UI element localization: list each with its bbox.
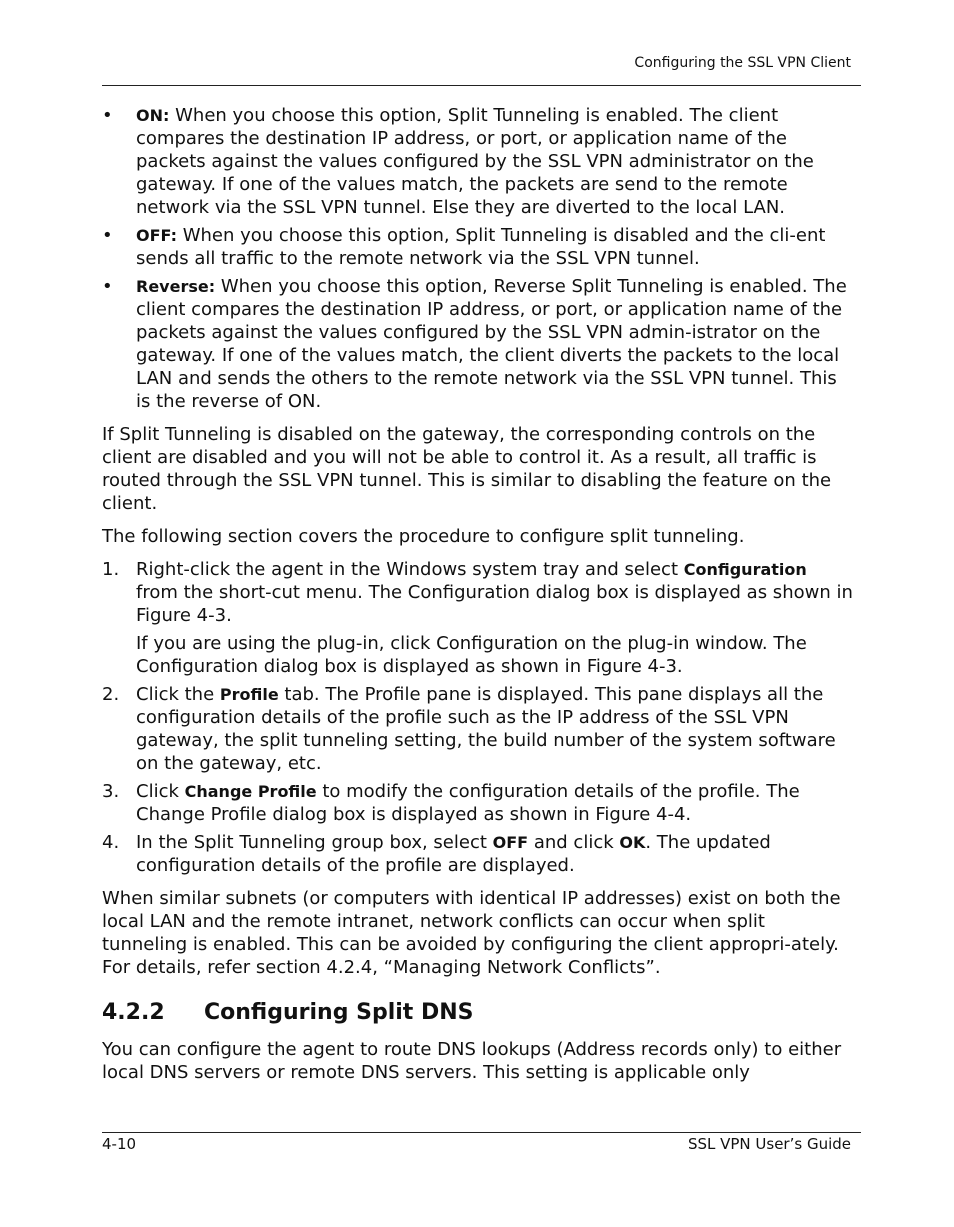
step-bold: OFF (492, 833, 529, 852)
step-text: Click (136, 781, 185, 802)
bullet-text: When you choose this option, Reverse Split Tunneling is enabled. The client compares the destination IP address, or port, or application name of the packets against the values configured by the SSL VPN admin-istrator on the gateway. If one of the values match, the client diverts the packets to the local LAN and sends the others to the remote network via the SSL VPN tunnel. This is the reverse of ON. (136, 276, 847, 412)
step-bold: Change Profile (184, 782, 317, 801)
step-text: Right-click the agent in the Windows system tray and select (136, 559, 684, 580)
bullet-term: ON: (136, 106, 170, 125)
page-body (102, 104, 854, 1094)
step-4 (102, 831, 854, 877)
paragraph: When similar subnets (or computers with identical IP addresses) exist on both the local LAN and the remote intranet, network conflicts can occur when split tunneling is enabled. This can be avoided by configuring the client appropri-ately. For details, refer section 4.2.4, “Managing Network Conflicts”. (102, 888, 841, 978)
bullet-item-reverse (102, 275, 854, 413)
step-number: 2. (102, 684, 120, 705)
bullet-mark: • (102, 105, 113, 126)
bullet-term: OFF: (136, 226, 177, 245)
step-text: and click (528, 832, 620, 853)
step-3 (102, 780, 854, 826)
step-bold: Configuration (683, 560, 807, 579)
bullet-item-on (102, 104, 854, 219)
step-number: 4. (102, 832, 120, 853)
step-number: 3. (102, 781, 120, 802)
bullet-text: When you choose this option, Split Tunneling is enabled. The client compares the destination IP address, or port, or application name of the packets against the values configured by the SSL VPN administrator on the gateway. If one of the values match, the packets are send to the remote network via the SSL VPN tunnel. Else they are diverted to the local LAN. (136, 105, 814, 218)
step-text: Click the (136, 684, 220, 705)
running-header: Configuring the SSL VPN Client (634, 55, 851, 71)
step-2 (102, 683, 854, 775)
step-text: In the Split Tunneling group box, select (136, 832, 493, 853)
step-number: 1. (102, 559, 120, 580)
bullet-item-off (102, 224, 854, 270)
section-heading (102, 999, 854, 1027)
bullet-mark: • (102, 225, 113, 246)
header-rule (102, 85, 861, 86)
paragraph: If Split Tunneling is disabled on the gateway, the corresponding controls on the client are disabled and you will not be able to control it. As a result, all traffic is routed through the SSL VPN tunnel. This is similar to disabling the feature on the client. (102, 424, 832, 514)
bullet-mark: • (102, 276, 113, 297)
step-text: from the short-cut menu. The Configuration dialog box is displayed as shown in Figure 4-3. (136, 582, 853, 626)
step-1-note: If you are using the plug-in, click Configuration on the plug-in window. The Configuration dialog box is displayed as shown in Figure 4-3. (136, 633, 807, 677)
section-number: 4.2.2 (102, 1000, 165, 1025)
bullet-term: Reverse: (136, 277, 216, 296)
section-title: Configuring Split DNS (204, 1000, 474, 1025)
page-number: 4-10 (102, 1135, 137, 1153)
step-text: tab. The Profile pane is displayed. This pane displays all the configuration details of the profile such as the IP address of the SSL VPN gateway, the split tunneling setting, the build number of the system software on the gateway, etc. (136, 684, 836, 774)
step-bold: Profile (219, 685, 279, 704)
step-1 (102, 558, 854, 627)
paragraph: The following section covers the procedure to configure split tunneling. (102, 526, 745, 547)
footer-rule (102, 1132, 861, 1133)
step-text: to modify the configuration details of the profile. The Change Profile dialog box is displayed as shown in Figure 4-4. (136, 781, 800, 825)
step-text: . The updated configuration details of the profile are displayed. (136, 832, 771, 876)
step-bold: OK (619, 833, 646, 852)
guide-title: SSL VPN User’s Guide (687, 1135, 851, 1153)
paragraph: You can configure the agent to route DNS lookups (Address records only) to either local DNS servers or remote DNS servers. This setting is applicable only (102, 1039, 842, 1083)
bullet-text: When you choose this option, Split Tunneling is disabled and the cli-ent sends all traffic to the remote network via the SSL VPN tunnel. (136, 225, 826, 269)
